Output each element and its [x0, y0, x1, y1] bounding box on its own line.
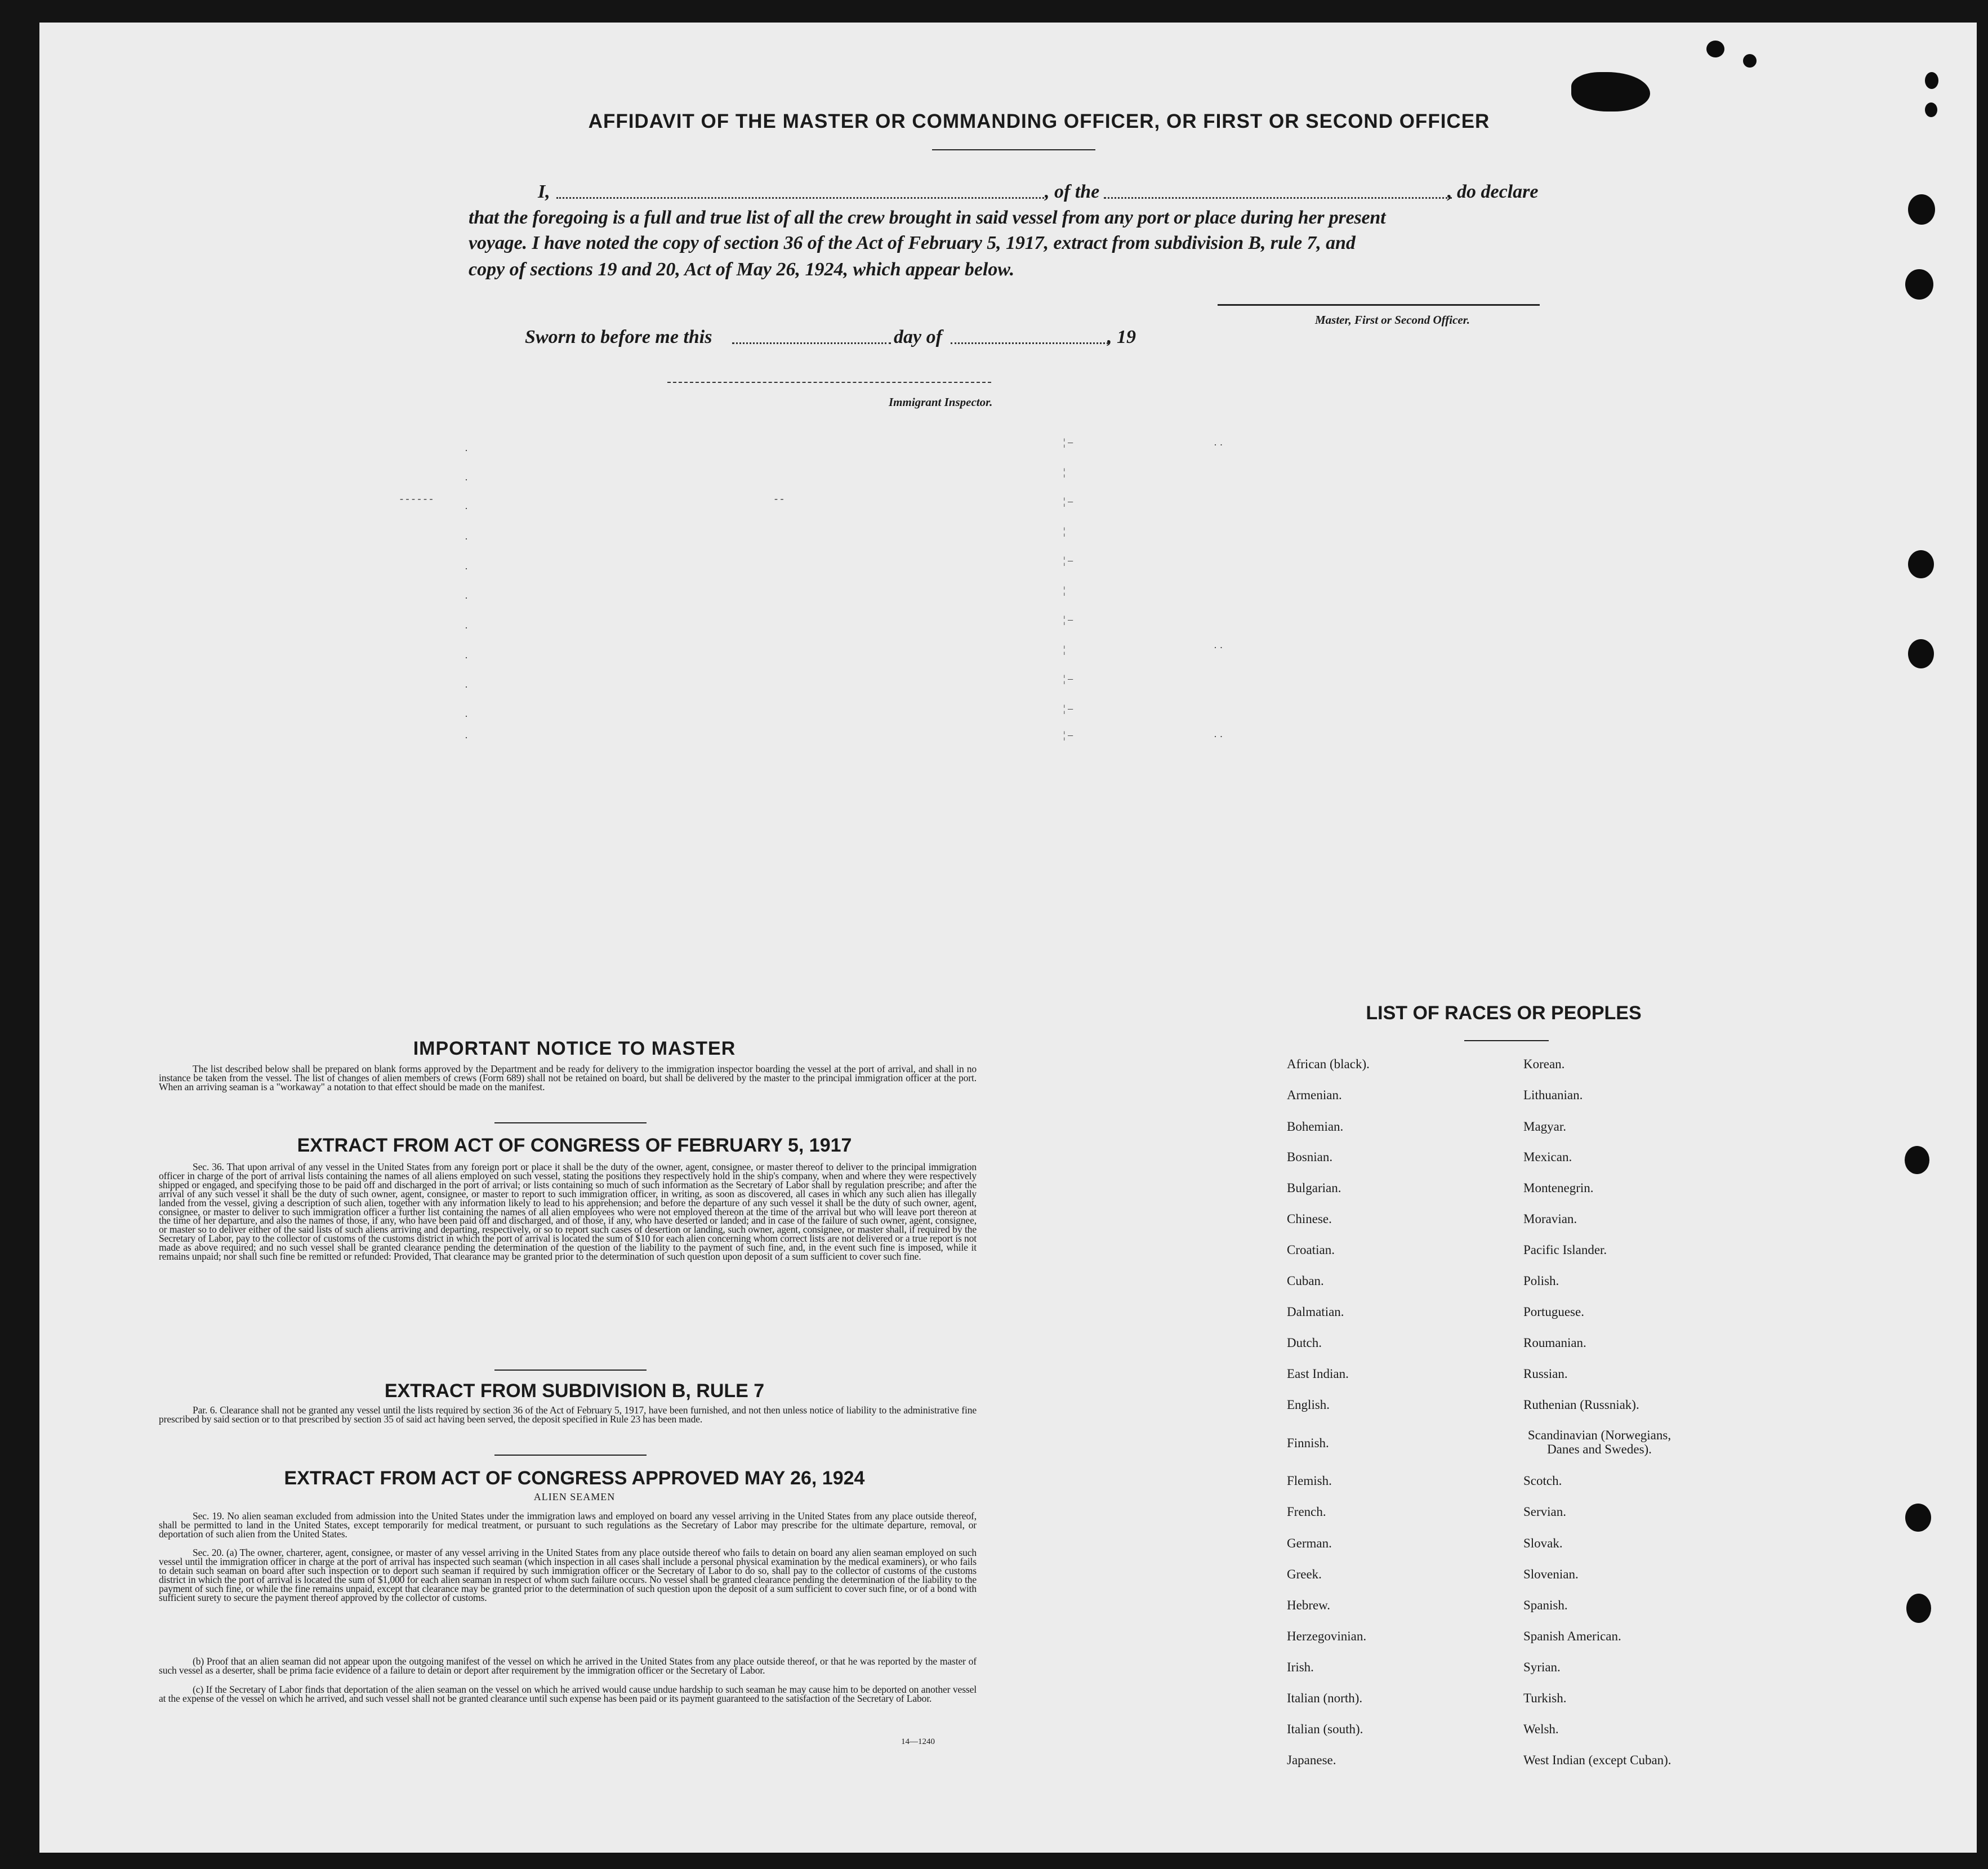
race-item: Spanish. — [1523, 1598, 1568, 1612]
sworn-month-blank[interactable] — [951, 342, 1108, 344]
affidavit-of-the: , of the — [1045, 181, 1100, 202]
race-item: Russian. — [1523, 1367, 1568, 1381]
race-item: Hebrew. — [1287, 1598, 1331, 1612]
race-item: East Indian. — [1287, 1367, 1349, 1381]
sworn-text: Sworn to before me this — [525, 327, 712, 347]
column-tick: · — [465, 622, 468, 634]
edge-tear — [1743, 54, 1757, 68]
race-item: English. — [1287, 1398, 1330, 1412]
race-item: Servian. — [1523, 1505, 1567, 1519]
race-item: Croatian. — [1287, 1243, 1335, 1257]
column-tick: · — [465, 474, 468, 485]
column-tick: · — [465, 563, 468, 574]
race-item: Finnish. — [1287, 1436, 1329, 1450]
extract-1924-sec20c: (c) If the Secretary of Labor finds that deportation of the alien seaman on the vessel on which he arrived would cause undue hardship to such seaman he may cause him to be deported on another vessel at the expense of the vessel on which he arrived, and such vessel shall not be granted clearance until such expense has been paid or its payment guaranteed to the satisfaction of the Secretary of Labor. — [159, 1684, 977, 1704]
race-item: Italian (south). — [1287, 1722, 1363, 1736]
race-item: Pacific Islander. — [1523, 1243, 1607, 1257]
race-item: Ruthenian (Russniak). — [1523, 1398, 1639, 1412]
column-tick: · — [465, 711, 468, 722]
column-tick: ¦ — [1063, 525, 1066, 537]
punch-hole — [1908, 639, 1934, 668]
extract-1924-sec19: Sec. 19. No alien seaman excluded from admission into the United States under the immigration laws and employed on board any vessel arriving in the United States from any place outside thereof, shall be permitted to land in the United States, except temporarily for medical treatment, or pursuant to such regulations as the Secretary of Labor may prescribe for the ultimate departure, removal, or deportation of such alien from the United States. — [159, 1510, 977, 1540]
race-item: Magyar. — [1523, 1119, 1567, 1134]
race-item: Greek. — [1287, 1567, 1322, 1581]
inspector-signature-line[interactable] — [667, 382, 991, 383]
edge-tear — [1706, 41, 1724, 57]
column-tick: · — [465, 445, 468, 456]
race-item: Irish. — [1287, 1660, 1314, 1674]
affidavit-line-2: that the foregoing is a full and true list of all the crew brought in said vessel from any port or place during her present — [469, 207, 1386, 228]
extract-1924-title: EXTRACT FROM ACT OF CONGRESS APPROVED MAY 26, 1924 — [284, 1467, 865, 1489]
sworn-day-blank[interactable] — [732, 342, 891, 344]
race-item: Turkish. — [1523, 1691, 1567, 1705]
edge-tear — [1925, 102, 1937, 117]
race-item: Dutch. — [1287, 1336, 1322, 1350]
column-tick: ¦ – — [1063, 729, 1073, 741]
vessel-blank[interactable] — [1104, 197, 1452, 199]
punch-hole — [1908, 550, 1934, 578]
race-item: Montenegrin. — [1523, 1181, 1594, 1195]
notice-text: The list described below shall be prepared on blank forms approved by the Department and be ready for delivery to the immigration inspector boarding the vessel at the port of arrival, and shall in no instance be taken from the vessel. The list of changes of alien members of crews (Form 689) shall not be retained on board, but shall be delivered by the master to the principal immigration officer at the port. When an arriving seaman is a "workaway" a notation to that effect should be made on the manifest. — [159, 1063, 977, 1092]
race-item: Slovak. — [1523, 1536, 1563, 1550]
race-item: West Indian (except Cuban). — [1523, 1753, 1671, 1767]
race-item: Slovenian. — [1523, 1567, 1579, 1581]
race-item: Chinese. — [1287, 1212, 1332, 1226]
race-item: Syrian. — [1523, 1660, 1561, 1674]
race-item: Bohemian. — [1287, 1119, 1344, 1134]
master-signature-line[interactable] — [1218, 304, 1540, 306]
column-tick: ¦ — [1063, 466, 1066, 478]
subdivision-b-text: Par. 6. Clearance shall not be granted any vessel until the lists required by section 36 of the Act of February 5, 1917, have been furnished, and not then unless notice of liability to the administrative fine prescribed by said section or to that prescribed by section 35 of said act having been served, the deposit specified in Rule 23 has been made. — [159, 1404, 977, 1425]
column-tick: · — [465, 592, 468, 604]
race-item: Scandinavian (Norwegians, Danes and Swedes). — [1527, 1428, 1671, 1456]
sworn-day-of: day of — [894, 327, 942, 347]
race-item: Korean. — [1523, 1057, 1565, 1071]
column-tick: · — [465, 503, 468, 514]
race-item: Moravian. — [1523, 1212, 1577, 1226]
extract-1924-sec20b: (b) Proof that an alien seaman did not appear upon the outgoing manifest of the vessel on which he arrived in the United States from any place outside thereof, or that he was reported by the master of such vessel as a deserter, shall be prima facie evidence of a failure to detain or deport after requirement by the immigration officer or the Secretary of Labor. — [159, 1656, 977, 1676]
column-tick: · — [465, 732, 468, 743]
punch-hole — [1908, 194, 1935, 225]
section-rule — [494, 1370, 647, 1371]
column-tick: · · — [1214, 731, 1223, 742]
name-blank[interactable] — [556, 197, 1048, 199]
column-tick: ¦ – — [1063, 614, 1073, 625]
race-item: Lithuanian. — [1523, 1088, 1583, 1102]
race-item: Armenian. — [1287, 1088, 1342, 1102]
subdivision-b-title: EXTRACT FROM SUBDIVISION B, RULE 7 — [384, 1380, 765, 1402]
column-tick: ¦ – — [1063, 673, 1073, 684]
column-tick: ¦ — [1063, 585, 1066, 596]
race-item: Dalmatian. — [1287, 1305, 1344, 1319]
column-tick: ¦ – — [1063, 555, 1073, 566]
form-number: 14—1240 — [901, 1737, 935, 1746]
edge-tear — [1925, 72, 1938, 89]
race-item: Herzegovinian. — [1287, 1629, 1367, 1643]
column-tick: - - — [774, 493, 784, 504]
master-signature-label: Master, First or Second Officer. — [1315, 313, 1470, 327]
affidavit-do-declare: , do declare — [1447, 181, 1539, 202]
column-tick: ¦ – — [1063, 436, 1073, 448]
extract-1917-text: Sec. 36. That upon arrival of any vessel in the United States from any foreign port or place it shall be the duty of the owner, agent, consignee, or master thereof to deliver to the principal immigration officer in charge of the port of arrival lists containing the names of all aliens employed on such vessel, stating the positions they respectively hold in the ship's company, when and where they were respectively shipped or engaged, and specifying those to be paid off and discharged in the port of arrival; or lists containing so much of such information as the Secretary of Labor shall by regulation prescribe; and after the arrival of any such vessel it shall be the duty of such owner, agent, consignee, or master to report to such immigration officer, in writing, as soon as discovered, all cases in which any such alien has illegally landed from the vessel, giving a description of such alien, together with any information likely to lead to his apprehension; and before the departure of any such vessel it shall be the duty of such owner, agent, consignee, or master to deliver to such immigration officer a further list containing the names of all alien employees who were not employed thereon at the time of the arrival but who will leave port thereon at the time of her departure, and also the names of those, if any, who have been paid off and discharged, and of those, if any, who have deserted or landed; and in case of the failure of such owner, agent, consignee, or master so to deliver either of the said lists of such aliens arriving and departing, respectively, or so to report such cases of desertion or landing, such owner, agent, consignee, or master shall, if required by the Secretary of Labor, pay to the collector of customs of the customs district in which the port of arrival is located the sum of $10 for each alien concerning whom correct lists are not delivered or a true report is not made as above required; and no such vessel shall be granted clearance pending the determination of the question of the liability to the payment of such fine, and, in the event such fine is imposed, while it remains unpaid; nor shall such fine be remitted or refunded: Provided, That clearance may be granted prior to the determination of such question upon deposit of a sum sufficient to cover such fine. — [159, 1161, 977, 1263]
race-item: Italian (north). — [1287, 1691, 1363, 1705]
column-tick: - - - - - - — [400, 493, 433, 504]
affidavit-i: I, — [538, 181, 550, 202]
punch-hole — [1905, 1504, 1931, 1532]
column-tick: · — [465, 652, 468, 663]
race-item: Cuban. — [1287, 1274, 1324, 1288]
race-item: Bosnian. — [1287, 1150, 1333, 1164]
affidavit-title: AFFIDAVIT OF THE MASTER OR COMMANDING OFFICER, OR FIRST OR SECOND OFFICER — [588, 110, 1490, 132]
races-title: LIST OF RACES OR PEOPLES — [1366, 1002, 1642, 1024]
extract-1924-sec20a: Sec. 20. (a) The owner, charterer, agent, consignee, or master of any vessel arriving in the United States from any place outside thereof who fails to detain on board any alien seaman employed on such vessel until the immigration officer in charge at the port of arrival has inspected such seaman (which inspection in all cases shall include a personal physical examination by the medical examiners), or who fails to detain such seaman on board after such inspection or to deport such seaman if required by such immigration officer or the Secretary of Labor to do so, shall pay to the collector of customs of the customs district in which the port of arrival is located the sum of $1,000 for each alien seaman in respect of whom such failure occurs. No vessel shall be granted clearance pending the determination of the liability to the payment of such fine, or while the fine remains unpaid, except that clearance may be granted prior to the determination of such question upon the deposit of a sum sufficient to cover such fine, or of a bond with sufficient surety to secure the payment thereof approved by the collector of customs. — [159, 1547, 977, 1603]
race-item: Polish. — [1523, 1274, 1559, 1288]
column-tick: · — [465, 533, 468, 545]
notice-title: IMPORTANT NOTICE TO MASTER — [413, 1038, 736, 1059]
column-tick: · · — [1214, 439, 1223, 450]
race-item: Welsh. — [1523, 1722, 1559, 1736]
section-rule — [494, 1122, 647, 1123]
race-item: African (black). — [1287, 1057, 1370, 1071]
race-item: Portuguese. — [1523, 1305, 1584, 1319]
race-item: Roumanian. — [1523, 1336, 1586, 1350]
column-tick: ¦ — [1063, 644, 1066, 655]
affidavit-line-4: copy of sections 19 and 20, Act of May 26, 1924, which appear below. — [469, 259, 1015, 280]
race-item: Mexican. — [1523, 1150, 1572, 1164]
affidavit-line-3: voyage. I have noted the copy of section 36 of the Act of February 5, 1917, extract from subdivision B, rule 7, and — [469, 233, 1356, 253]
punch-hole — [1905, 1146, 1929, 1174]
punch-hole — [1905, 269, 1933, 300]
column-tick: · — [465, 681, 468, 693]
race-item: German. — [1287, 1536, 1332, 1550]
punch-hole — [1906, 1594, 1931, 1623]
sworn-year: , 19 — [1107, 327, 1136, 347]
title-rule — [932, 149, 1095, 150]
races-title-rule — [1464, 1040, 1549, 1041]
column-tick: ¦ – — [1063, 703, 1073, 714]
race-item: Spanish American. — [1523, 1629, 1621, 1643]
column-tick: · · — [1214, 642, 1223, 653]
race-item: Flemish. — [1287, 1474, 1332, 1488]
column-tick: ¦ – — [1063, 496, 1073, 507]
extract-1917-title: EXTRACT FROM ACT OF CONGRESS OF FEBRUARY 5, 1917 — [297, 1135, 852, 1156]
inspector-signature-label: Immigrant Inspector. — [889, 395, 993, 409]
section-rule — [494, 1455, 647, 1456]
race-item: French. — [1287, 1505, 1326, 1519]
extract-1924-subtitle: ALIEN SEAMEN — [533, 1491, 616, 1502]
race-item: Japanese. — [1287, 1753, 1336, 1767]
race-item: Bulgarian. — [1287, 1181, 1341, 1195]
race-item: Scotch. — [1523, 1474, 1562, 1488]
